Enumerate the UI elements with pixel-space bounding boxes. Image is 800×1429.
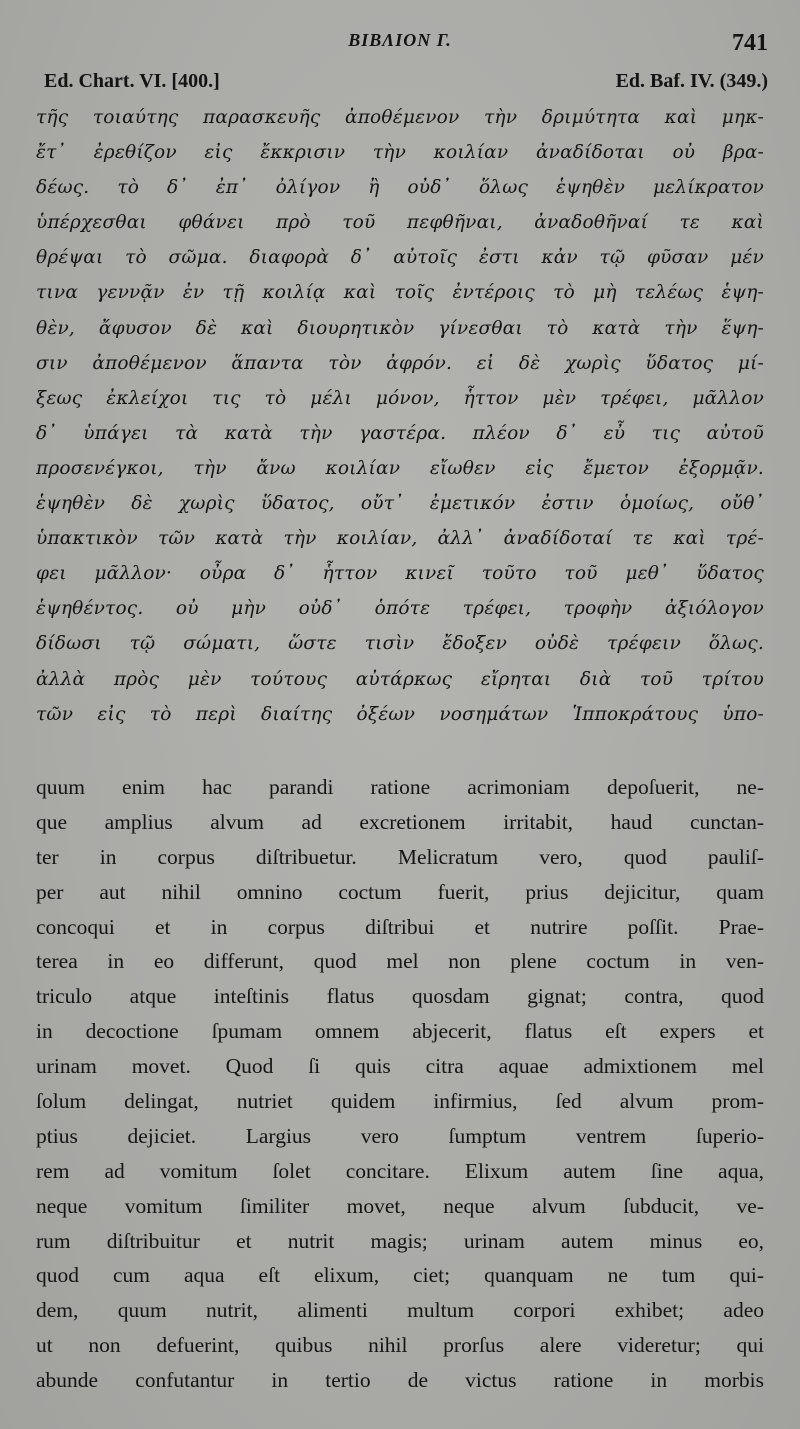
latin-line: rem ad vomitum ſolet concitare. Elixum autem ſine aqua,: [36, 1158, 764, 1183]
latin-text-block: [36, 770, 764, 1398]
latin-line: per aut nihil omnino coctum fuerit, prius dejicitur, quam: [36, 879, 764, 904]
greek-line: ἔτ᾽ ἐρεθίζον εἰς ἔκκρισιν τὴν κοιλίαν ἀναδίδοται οὐ βρα-: [36, 142, 764, 164]
page-number: 741: [732, 30, 768, 56]
latin-line: ſolum delingat, nutriet quidem infirmius, ſed alvum prom-: [36, 1089, 764, 1114]
edition-reference-left: Ed. Chart. VI. [400.]: [44, 70, 220, 92]
latin-line: que amplius alvum ad excretionem irritabit, haud cunctan-: [36, 809, 764, 834]
latin-line: dem, quum nutrit, alimenti multum corpori exhibet; adeo: [36, 1298, 764, 1323]
latin-line: abunde confutantur in tertio de victus ratione in morbis: [36, 1368, 764, 1393]
latin-line: quod cum aqua eſt elixum, ciet; quanquam ne tum qui-: [36, 1263, 764, 1288]
greek-line: θὲν, ἄφυσον δὲ καὶ διουρητικὸν γίνεσθαι τὸ κατὰ τὴν ἕψη-: [36, 317, 764, 339]
greek-line: τῆς τοιαύτης παρασκευῆς ἀποθέμενον τὴν δριμύτητα καὶ μηκ-: [36, 107, 764, 128]
greek-line: ἑψηθέντος. οὐ μὴν οὐδ᾽ ὁπότε τρέφει, τροφὴν ἀξιόλογον: [36, 598, 764, 620]
latin-line: ter in corpus diſtribuetur. Melicratum vero, quod pauliſ-: [36, 844, 764, 869]
greek-text-block: [36, 100, 764, 732]
greek-line: προσενέγκοι, τὴν ἄνω κοιλίαν εἴωθεν εἰς ἔμετον ἐξορμᾷν.: [36, 457, 764, 479]
latin-line: in decoctione ſpumam omnem abjecerit, flatus eſt expers et: [36, 1019, 764, 1044]
greek-line: θρέψαι τὸ σῶμα. διαφορὰ δ᾽ αὐτοῖς ἐστι κἀν τῷ φῦσαν μέν: [36, 247, 764, 269]
latin-line: ptius dejiciet. Largius vero ſumptum ventrem ſuperio-: [36, 1123, 764, 1148]
latin-line: quum enim hac parandi ratione acrimoniam depoſuerit, ne-: [36, 775, 764, 799]
greek-line: δίδωσι τῷ σώματι, ὥστε τισὶν ἔδοξεν οὐδὲ τρέφειν ὅλως.: [36, 633, 764, 655]
greek-line: ξεως ἐκλείχοι τις τὸ μέλι μόνον, ἧττον μὲν τρέφει, μᾶλλον: [36, 387, 764, 409]
latin-line: triculo atque inteſtinis flatus quosdam gignat; contra, quod: [36, 984, 764, 1009]
latin-line: concoqui et in corpus diſtribui et nutrire poſſit. Prae-: [36, 914, 764, 939]
greek-line: φει μᾶλλον· οὖρα δ᾽ ἧττον κινεῖ τοῦτο τοῦ μεθ᾽ ὕδατος: [36, 563, 764, 585]
greek-line: τινα γεννᾷν ἐν τῇ κοιλίᾳ καὶ τοῖς ἐντέροις τὸ μὴ τελέως ἑψη-: [36, 282, 764, 304]
greek-line: σιν ἀποθέμενον ἅπαντα τὸν ἀφρόν. εἰ δὲ χωρὶς ὕδατος μί-: [36, 352, 764, 374]
latin-line: neque vomitum ſimiliter movet, neque alvum ſubducit, ve-: [36, 1193, 764, 1218]
latin-line: urinam movet. Quod ſi quis citra aquae admixtionem mel: [36, 1054, 764, 1079]
latin-line: terea in eo differunt, quod mel non plene coctum in ven-: [36, 949, 764, 974]
running-title: ΒΙΒΛΙΟΝ Γ.: [348, 30, 452, 50]
greek-line: ὑπέρχεσθαι φθάνει πρὸ τοῦ πεφθῆναι, ἀναδοθῆναί τε καὶ: [36, 212, 764, 234]
greek-line: τῶν εἰς τὸ περὶ διαίτης ὀξέων νοσημάτων Ἱπποκράτους ὑπο-: [36, 703, 764, 725]
greek-line: δέως. τὸ δ᾽ ἐπ᾽ ὀλίγον ἢ οὐδ᾽ ὅλως ἑψηθὲν μελίκρατον: [36, 177, 764, 199]
greek-line: ἑψηθὲν δὲ χωρὶς ὕδατος, οὔτ᾽ ἐμετικόν ἐστιν ὁμοίως, οὔθ᾽: [36, 493, 764, 515]
greek-line: ἀλλὰ πρὸς μὲν τούτους αὐτάρκως εἴρηται διὰ τοῦ τρίτου: [36, 668, 764, 690]
latin-line: ut non defuerint, quibus nihil prorſus alere videretur; qui: [36, 1333, 764, 1358]
greek-line: δ᾽ ὑπάγει τὰ κατὰ τὴν γαστέρα. πλέον δ᾽ εὖ τις αὐτοῦ: [36, 422, 764, 444]
latin-line: rum diſtribuitur et nutrit magis; urinam autem minus eo,: [36, 1228, 764, 1253]
greek-line: ὑπακτικὸν τῶν κατὰ τὴν κοιλίαν, ἀλλ᾽ ἀναδίδοταί τε καὶ τρέ-: [36, 528, 764, 550]
edition-reference-right: Ed. Baf. IV. (349.): [615, 70, 768, 92]
